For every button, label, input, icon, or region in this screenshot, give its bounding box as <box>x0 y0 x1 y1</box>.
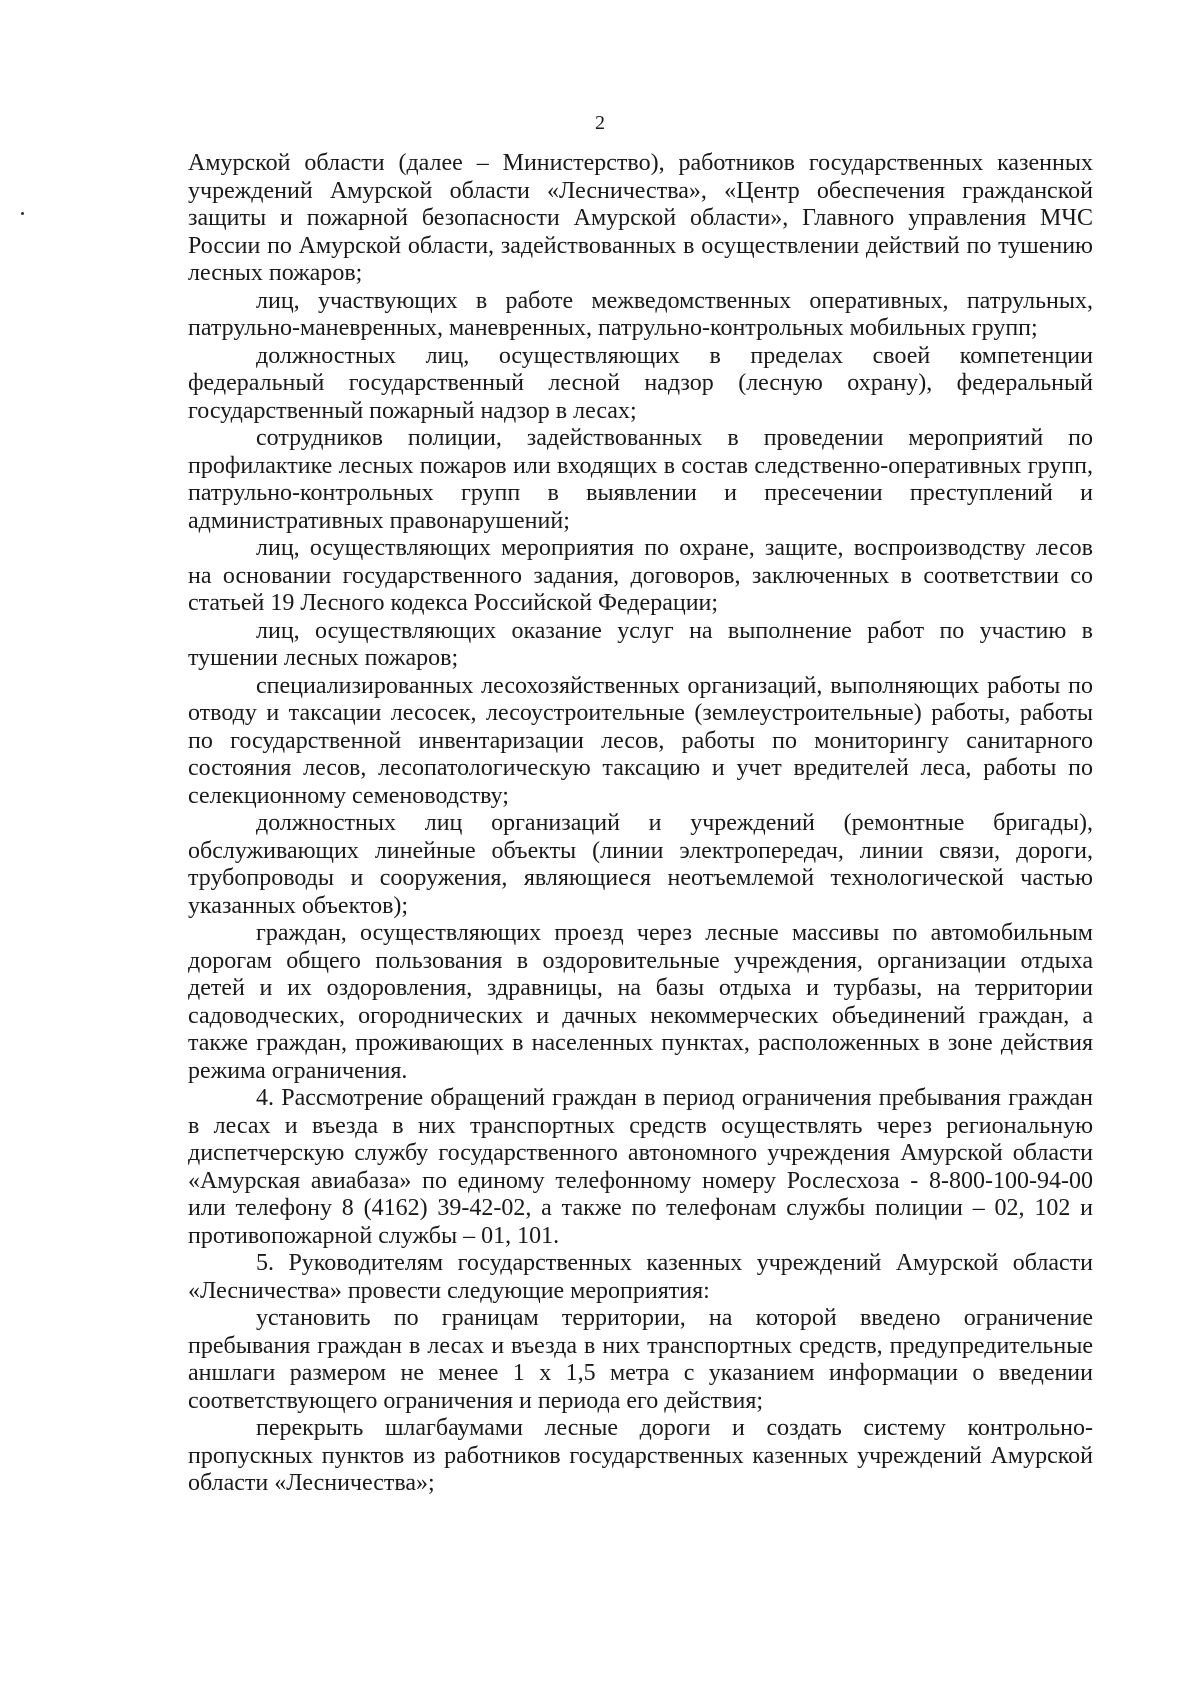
paragraph: лиц, участвующих в работе межведомственных оперативных, патрульных, патрульно-маневренных, маневренных, патрульно-контрольных мобильных групп; <box>188 287 1093 341</box>
paragraph: должностных лиц организаций и учреждений (ремонтные бригады), обслуживающих линейные объекты (линии электропередач, линии связи, дороги, трубопроводы и сооружения, являющиеся неотъемлемой технологической частью указанных объектов); <box>188 810 1093 919</box>
paragraph-item-4: 4. Рассмотрение обращений граждан в период ограничения пребывания граждан в лесах и въезда в них транспортных средств осуществлять через региональную диспетчерскую службу государственного автономного учреждения Амурской области «Амурская авиабаза» по единому телефонному номеру Рослесхоза - 8-800-100-94-00 или телефону 8 (4162) 39-42-02, а также по телефонам службы полиции – 02, 102 и противопожарной службы – 01, 101. <box>188 1085 1093 1249</box>
document-body <box>188 150 1093 1498</box>
paragraph: установить по границам территории, на которой введено ограничение пребывания граждан в лесах и въезда в них транспортных средств, предупредительные аншлаги размером не менее 1 х 1,5 метра с указанием информации о введении соответствующего ограничения и периода его действия; <box>188 1305 1093 1414</box>
paragraph-item-5: 5. Руководителям государственных казенных учреждений Амурской области «Лесничества» провести следующие мероприятия: <box>188 1250 1093 1304</box>
paragraph: перекрыть шлагбаумами лесные дороги и создать систему контрольно-пропускных пунктов из работников государственных казенных учреждений Амурской области «Лесничества»; <box>188 1415 1093 1496</box>
paragraph: сотрудников полиции, задействованных в проведении мероприятий по профилактике лесных пожаров или входящих в состав следственно-оперативных групп, патрульно-контрольных групп в выявлении и пресечении преступлений и административных правонарушений; <box>188 425 1093 534</box>
paragraph: должностных лиц, осуществляющих в пределах своей компетенции федеральный государственный лесной надзор (лесную охрану), федеральный государственный пожарный надзор в лесах; <box>188 342 1093 424</box>
paragraph: лиц, осуществляющих оказание услуг на выполнение работ по участию в тушении лесных пожаров; <box>188 617 1093 671</box>
paragraph: лиц, осуществляющих мероприятия по охране, защите, воспроизводству лесов на основании государственного задания, договоров, заключенных в соответствии со статьей 19 Лесного кодекса Российской Федерации; <box>188 535 1093 616</box>
scan-speck <box>21 212 24 215</box>
page-number: 2 <box>595 112 605 134</box>
paragraph: специализированных лесохозяйственных организаций, выполняющих работы по отводу и таксации лесосек, лесоустроительные (землеустроительные) работы, работы по государственной инвентаризации лесов, работы по мониторингу санитарного состояния лесов, лесопатологическую таксацию и учет вредителей леса, работы по селекционному семеноводству; <box>188 672 1093 809</box>
paragraph: граждан, осуществляющих проезд через лесные массивы по автомобильным дорогам общего пользования в оздоровительные учреждения, организации отдыха детей и их оздоровления, здравницы, на базы отдыха и турбазы, на территории садоводческих, огороднических и дачных некоммерческих объединений граждан, а также граждан, проживающих в населенных пунктах, расположенных в зоне действия режима ограничения. <box>188 920 1093 1084</box>
paragraph-continuation: Амурской области (далее – Министерство), работников государственных казенных учреждений Амурской области «Лесничества», «Центр обеспечения гражданской защиты и пожарной безопасности Амурской области», Главного управления МЧС России по Амурской области, задействованных в осуществлении действий по тушению лесных пожаров; <box>188 150 1093 286</box>
